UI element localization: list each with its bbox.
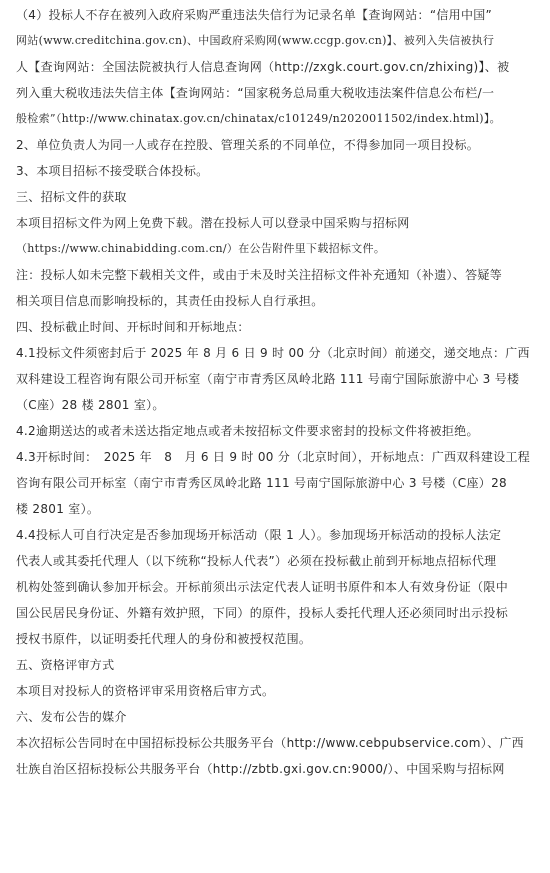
text-line-22: 代表人或其委托代理人（以下统称“投标人代表”）必须在投标截止前到开标地点招标代理: [16, 554, 497, 568]
text-line-2: 网站(www.creditchina.gov.cn)、中国政府采购网(www.ccgp.gov.cn)】、被列入失信被执行: [16, 34, 495, 47]
text-line-15: 双科建设工程咨询有限公司开标室（南宁市青秀区凤岭北路 111 号南宁国际旅游中心 3 号楼: [16, 372, 520, 386]
text-line-11: 注：投标人如未完整下载相关文件，或由于未及时关注招标文件补充通知（补遗）、答疑等: [16, 268, 503, 282]
text-line-9: 本项目招标文件为网上免费下载。潜在投标人可以登录中国采购与招标网: [16, 216, 410, 230]
text-line-21: 4.4投标人可自行决定是否参加现场开标活动（限 1 人）。参加现场开标活动的投标人法定: [16, 528, 502, 542]
section-heading-3: 三、招标文件的获取: [16, 190, 127, 204]
text-line-10: （https://www.chinabidding.com.cn/）在公告附件里下载招标文件。: [16, 242, 386, 255]
text-line-23: 机构处签到确认参加开标会。开标前须出示法定代表人证明书原件和本人有效身份证（限中: [16, 580, 509, 594]
text-line-4: 列入重大税收违法失信主体【查询网站：“国家税务总局重大税收违法案件信息公布栏/一: [16, 86, 495, 100]
text-line-17: 4.2逾期送达的或者未送达指定地点或者未按招标文件要求密封的投标文件将被拒绝。: [16, 424, 479, 438]
text-line-25: 授权书原件，以证明委托代理人的身份和被授权范围。: [16, 632, 312, 646]
text-line-14: 4.1投标文件须密封后于 2025 年 8 月 6 日 9 时 00 分（北京时间）前递交，递交地点：广西: [16, 346, 530, 360]
text-line-5: 般检索”（http://www.chinatax.gov.cn/chinatax/c101249/n2020011502/index.html)】。: [16, 112, 501, 125]
section-heading-5: 五、资格评审方式: [16, 658, 115, 672]
text-line-3: 人【查询网站：全国法院被执行人信息查询网（http://zxgk.court.gov.cn/zhixing)】、被: [16, 60, 510, 74]
text-line-29: 本次招标公告同时在中国招标投标公共服务平台（http://www.cebpubservice.com）、广西: [16, 736, 524, 750]
text-line-6: 2、单位负责人为同一人或存在控股、管理关系的不同单位，不得参加同一项目投标。: [16, 138, 480, 152]
text-line-16: （C座）28 楼 2801 室）。: [16, 398, 165, 412]
text-line-7: 3、本项目招标不接受联合体投标。: [16, 164, 209, 178]
text-line-27: 本项目对投标人的资格评审采用资格后审方式。: [16, 684, 275, 698]
text-line-12: 相关项目信息而影响投标的，其责任由投标人自行承担。: [16, 294, 324, 308]
text-line-19: 咨询有限公司开标室（南宁市青秀区凤岭北路 111 号南宁国际旅游中心 3 号楼（C座）28: [16, 476, 507, 490]
text-line-18: 4.3开标时间： 2025 年 8 月 6 日 9 时 00 分（北京时间），开标地点：广西双科建设工程: [16, 450, 531, 464]
text-line-20: 楼 2801 室）。: [16, 502, 100, 516]
section-heading-6: 六、发布公告的媒介: [16, 710, 127, 724]
section-heading-4: 四、投标截止时间、开标时间和开标地点：: [16, 320, 250, 334]
text-line-24: 国公民居民身份证、外籍有效护照，下同）的原件，投标人委托代理人还必须同时出示投标: [16, 606, 509, 620]
text-line-1: （4）投标人不存在被列入政府采购严重违法失信行为记录名单【查询网站：“信用中国”: [16, 8, 493, 22]
text-line-30: 壮族自治区招标投标公共服务平台（http://zbtb.gxi.gov.cn:9000/）、中国采购与招标网: [16, 762, 505, 776]
